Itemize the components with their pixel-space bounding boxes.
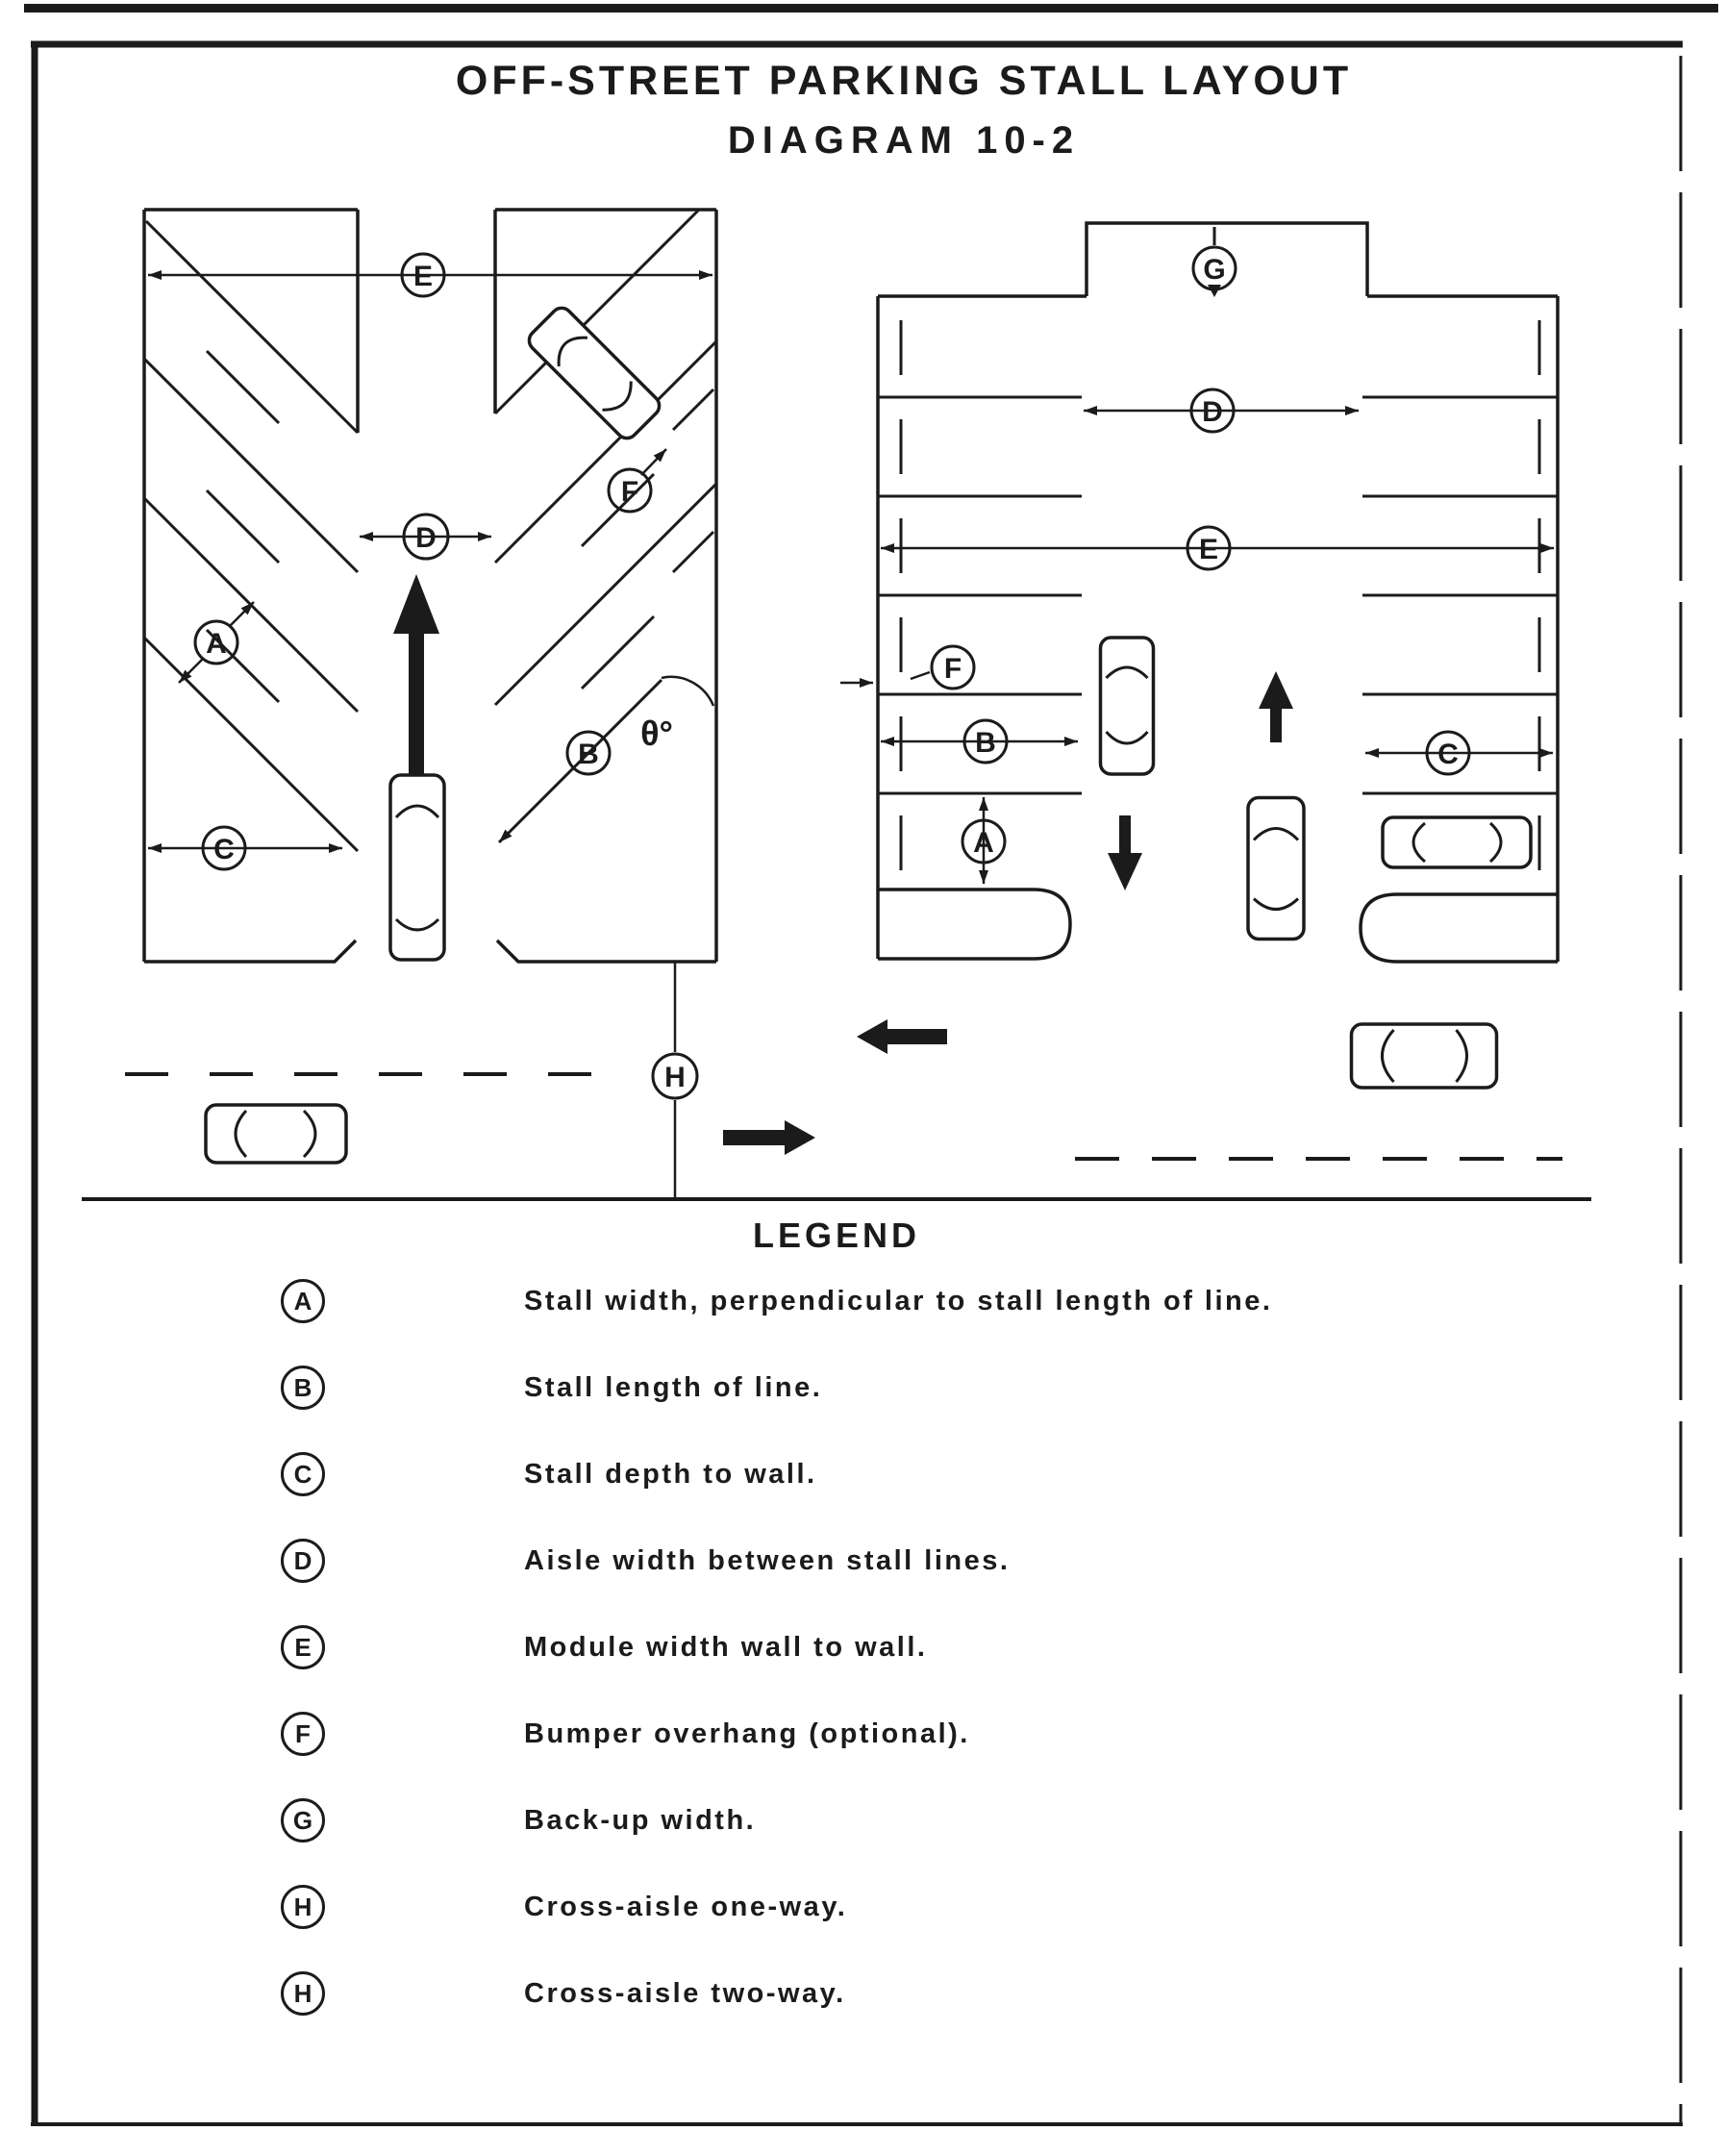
dimension-labels xyxy=(195,247,1469,1098)
legend-symbol-f: F xyxy=(281,1712,325,1756)
label-a-angled xyxy=(195,621,237,664)
legend-symbol-g: G xyxy=(281,1798,325,1843)
left-arrow-icon xyxy=(857,1019,947,1054)
legend-symbol-c: C xyxy=(281,1452,325,1496)
svg-text:E: E xyxy=(412,261,434,292)
label-f-angled xyxy=(609,469,651,512)
end-island-right xyxy=(1361,894,1558,962)
svg-text:D: D xyxy=(1202,396,1223,428)
legend-title: LEGEND xyxy=(752,1216,920,1255)
car xyxy=(525,304,663,442)
svg-text:C: C xyxy=(1437,739,1459,770)
page-title: OFF-STREET PARKING STALL LAYOUT xyxy=(455,58,1353,104)
legend-symbol-b: B xyxy=(281,1366,325,1410)
legend-symbol-e: E xyxy=(281,1625,325,1669)
down-arrow-icon xyxy=(1108,815,1142,890)
svg-text:B: B xyxy=(578,739,599,770)
car xyxy=(1352,1024,1497,1088)
label-h-street xyxy=(653,1054,697,1098)
legend-text-h1: Cross-aisle one-way. xyxy=(524,1892,848,1922)
page-subtitle: DIAGRAM 10-2 xyxy=(727,119,1081,162)
car xyxy=(390,775,444,960)
legend-text-g: Back-up width. xyxy=(524,1805,757,1836)
car xyxy=(206,1105,346,1163)
end-island-left xyxy=(878,890,1070,959)
svg-text:E: E xyxy=(1198,534,1219,565)
car xyxy=(1101,638,1154,774)
label-f-perp xyxy=(932,646,974,689)
svg-text:G: G xyxy=(1203,254,1226,286)
legend-symbol-d: D xyxy=(281,1539,325,1583)
legend-text-b: Stall length of line. xyxy=(524,1372,823,1403)
legend-text-d: Aisle width between stall lines. xyxy=(524,1545,1011,1576)
legend-symbol-h2: H xyxy=(281,1971,325,2016)
legend-text-a: Stall width, perpendicular to stall length of line. xyxy=(524,1286,1273,1316)
svg-text:B: B xyxy=(975,727,996,759)
svg-text:D: D xyxy=(415,522,437,554)
legend-symbol-a: A xyxy=(281,1279,325,1323)
car xyxy=(1383,817,1531,867)
legend-text-h2: Cross-aisle two-way. xyxy=(524,1978,846,2009)
up-arrow-icon xyxy=(1259,671,1293,742)
label-g-perp xyxy=(1193,247,1236,289)
svg-text:F: F xyxy=(943,653,962,685)
angled-stall-lines-left xyxy=(144,221,358,851)
svg-text:C: C xyxy=(213,834,235,865)
stall-angle-arc xyxy=(662,677,713,706)
stall-angle-label: θ° xyxy=(640,714,673,753)
svg-text:F: F xyxy=(620,476,639,508)
label-b-angled xyxy=(567,732,610,774)
up-arrow-icon xyxy=(393,574,439,800)
svg-text:A: A xyxy=(206,628,227,660)
legend-text-f: Bumper overhang (optional). xyxy=(524,1718,970,1749)
svg-text:H: H xyxy=(664,1062,686,1093)
label-a-perp xyxy=(962,820,1005,863)
angled-stall-lines-right xyxy=(495,210,716,705)
right-arrow-icon xyxy=(723,1120,815,1155)
svg-text:A: A xyxy=(973,827,994,859)
legend-text-e: Module width wall to wall. xyxy=(524,1632,928,1663)
car xyxy=(1248,798,1304,940)
legend-symbol-h1: H xyxy=(281,1885,325,1929)
legend-text-c: Stall depth to wall. xyxy=(524,1459,817,1490)
